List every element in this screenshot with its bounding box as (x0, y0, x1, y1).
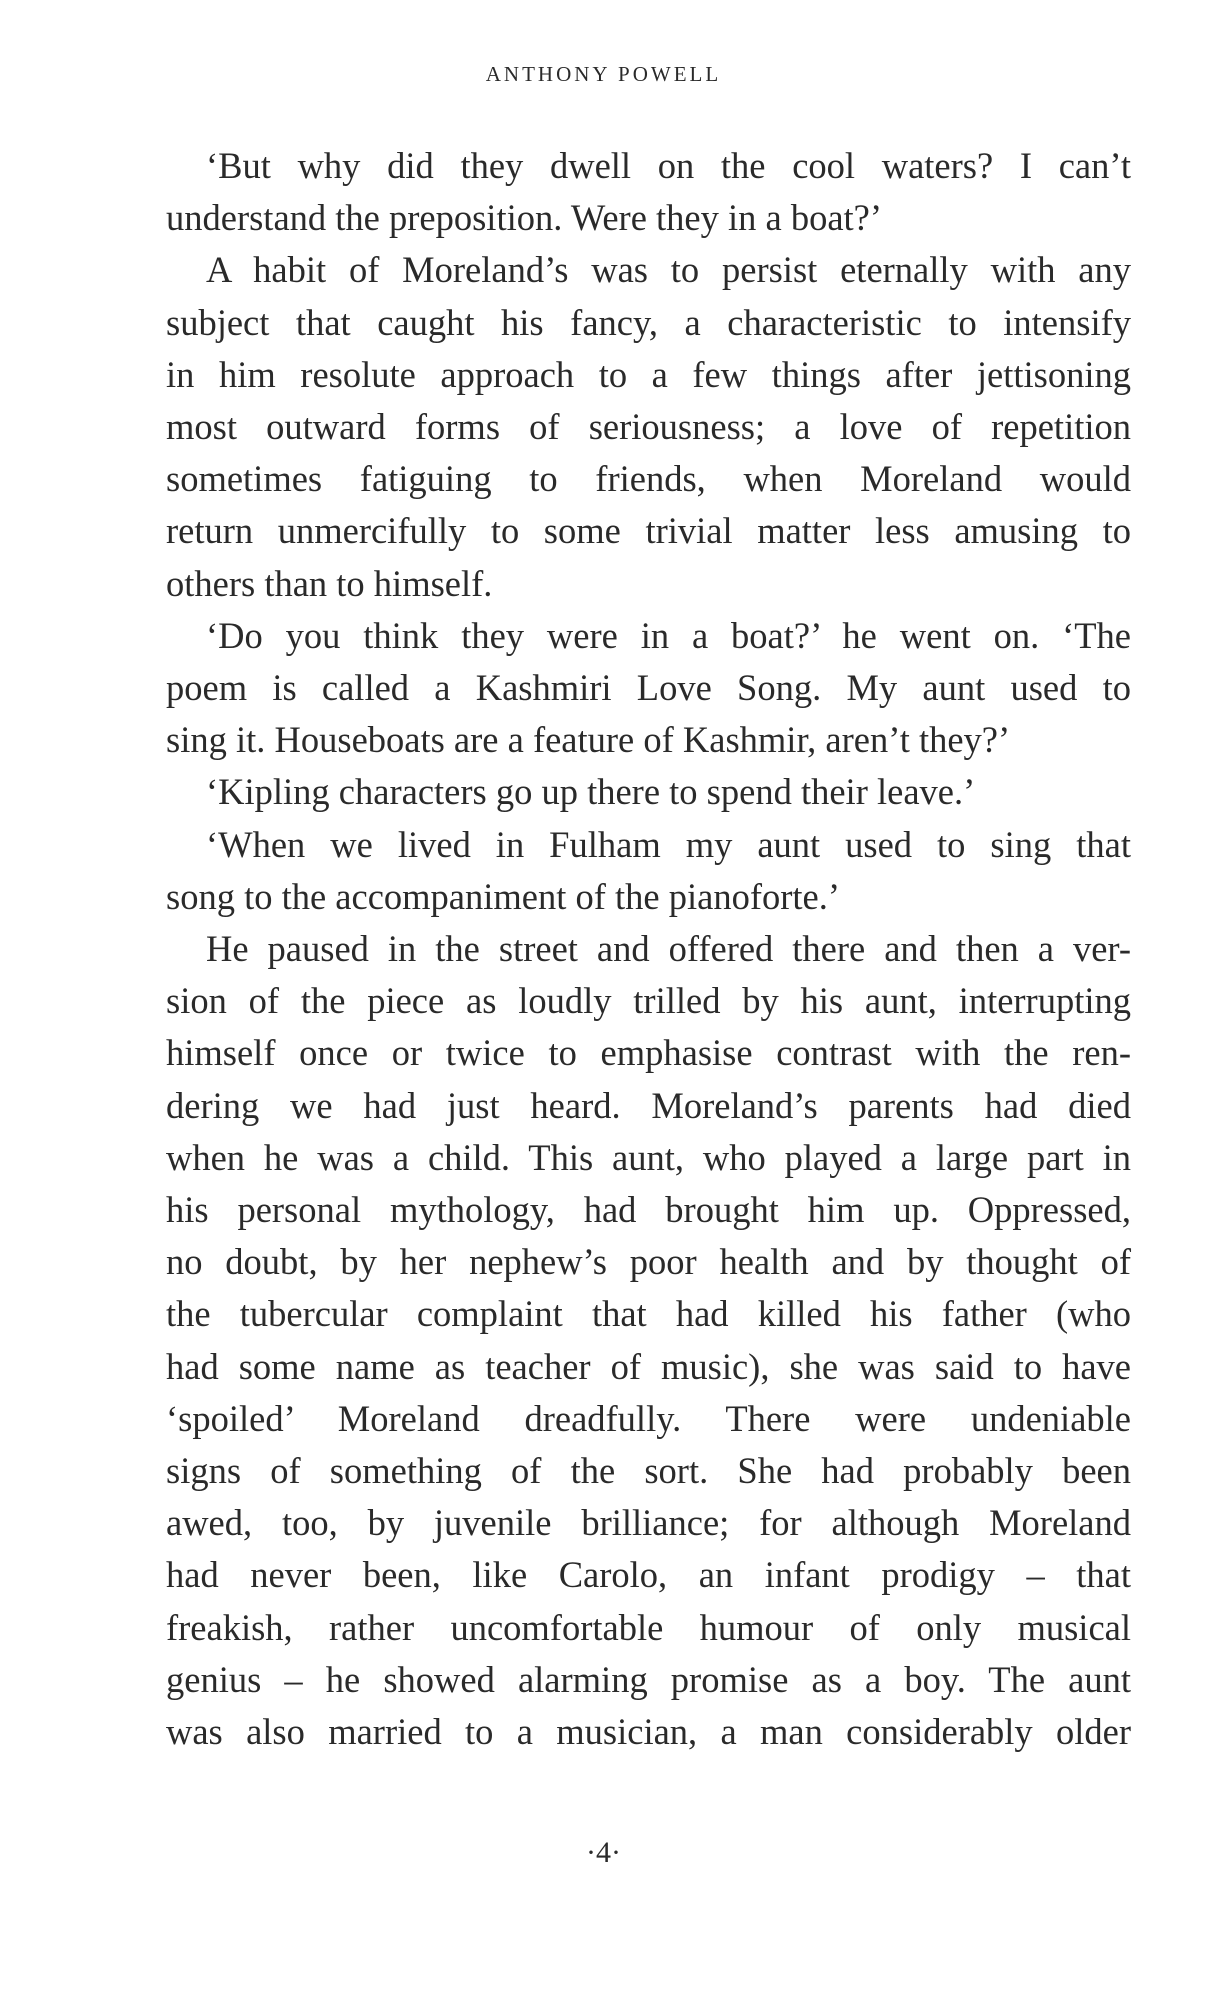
text-line: most outward forms of seriousness; a love of repetition (166, 406, 1131, 448)
text-line: dering we had just heard. Moreland’s parents had died (166, 1084, 1131, 1126)
text-line: signs of something of the sort. She had probably been (166, 1450, 1131, 1492)
text-line: the tubercular complaint that had killed his father (who (166, 1293, 1131, 1335)
text-line: genius – he showed alarming promise as a boy. The aunt (166, 1658, 1131, 1700)
text-line: He paused in the street and offered there and then a ver- (206, 928, 1131, 970)
text-line: was also married to a musician, a man considerably older (166, 1711, 1131, 1753)
text-line: no doubt, by her nephew’s poor health and by thought of (166, 1241, 1131, 1283)
text-line: himself once or twice to emphasise contrast with the ren- (166, 1032, 1131, 1074)
text-line: ‘spoiled’ Moreland dreadfully. There were undeniable (166, 1397, 1131, 1439)
text-line: his personal mythology, had brought him up. Oppressed, (166, 1189, 1131, 1231)
text-line: understand the preposition. Were they in a boat?’ (166, 197, 883, 239)
text-line: awed, too, by juvenile brilliance; for although Moreland (166, 1502, 1131, 1544)
text-line: ‘Kipling characters go up there to spend their leave.’ (206, 771, 976, 813)
text-line: sometimes fatiguing to friends, when Moreland would (166, 458, 1131, 500)
page-number: ·4· (586, 1836, 621, 1869)
text-line: had some name as teacher of music), she was said to have (166, 1345, 1131, 1387)
text-line: A habit of Moreland’s was to persist eternally with any (206, 249, 1131, 291)
text-line: song to the accompaniment of the pianoforte.’ (166, 875, 841, 917)
body-text (166, 140, 1131, 1758)
text-line: in him resolute approach to a few things after jettisoning (166, 353, 1131, 395)
text-line: sing it. Houseboats are a feature of Kashmir, aren’t they?’ (166, 719, 1011, 761)
text-line: ‘When we lived in Fulham my aunt used to sing that (206, 823, 1131, 865)
text-line: return unmercifully to some trivial matter less amusing to (166, 510, 1131, 552)
text-line: had never been, like Carolo, an infant prodigy – that (166, 1554, 1131, 1596)
text-line: freakish, rather uncomfortable humour of only musical (166, 1606, 1131, 1648)
running-head: ANTHONY POWELL (485, 62, 722, 86)
text-line: others than to himself. (166, 562, 493, 604)
text-line: poem is called a Kashmiri Love Song. My aunt used to (166, 667, 1131, 709)
text-line: ‘But why did they dwell on the cool waters? I can’t (206, 145, 1131, 186)
text-line: subject that caught his fancy, a characteristic to intensify (166, 301, 1131, 343)
text-line: sion of the piece as loudly trilled by his aunt, interrupting (166, 980, 1131, 1022)
text-line: ‘Do you think they were in a boat?’ he went on. ‘The (206, 614, 1131, 656)
text-line: when he was a child. This aunt, who played a large part in (166, 1136, 1131, 1178)
